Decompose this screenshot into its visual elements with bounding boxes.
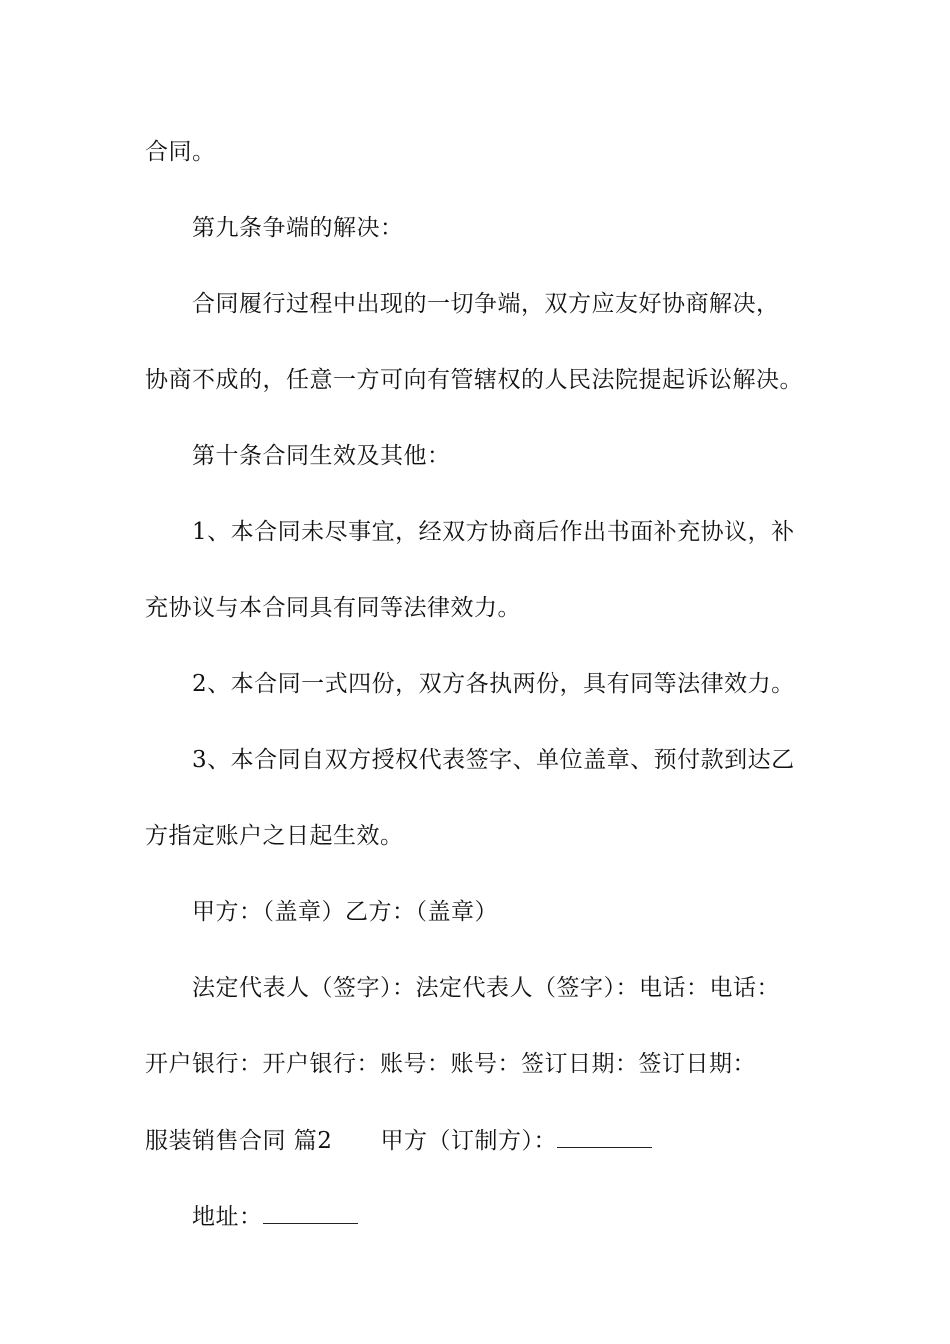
address-blank <box>263 1201 358 1224</box>
address-label: 地址： <box>192 1204 263 1230</box>
contract-2-header <box>145 1125 652 1156</box>
paragraph-line: 合同。 <box>145 139 216 165</box>
paragraph-line: 1、本合同未尽事宜，经双方协商后作出书面补充协议，补 <box>192 519 795 545</box>
paragraph-line: 2、本合同一式四份，双方各执两份，具有同等法律效力。 <box>192 671 795 697</box>
party-a-label: 甲方（订制方）： <box>380 1128 557 1154</box>
paragraph-line: 合同履行过程中出现的一切争端，双方应友好协商解决， <box>192 291 780 317</box>
paragraph-line: 协商不成的，任意一方可向有管辖权的人民法院提起诉讼解决。 <box>145 367 803 393</box>
address-line <box>192 1201 358 1232</box>
paragraph-line: 3、本合同自双方授权代表签字、单位盖章、预付款到达乙 <box>192 747 795 773</box>
signature-line: 甲方：（盖章）乙方：（盖章） <box>192 899 498 925</box>
signature-line: 法定代表人（签字）：法定代表人（签字）：电话：电话： <box>192 975 780 1001</box>
paragraph-line: 充协议与本合同具有同等法律效力。 <box>145 595 521 621</box>
paragraph-line: 方指定账户之日起生效。 <box>145 823 404 849</box>
signature-line: 开户银行：开户银行：账号：账号：签订日期：签订日期： <box>145 1051 756 1077</box>
article-heading: 第九条争端的解决： <box>192 215 404 241</box>
party-a-blank <box>557 1125 652 1148</box>
article-heading: 第十条合同生效及其他： <box>192 443 451 469</box>
contract-title: 服装销售合同 篇2 <box>145 1128 333 1154</box>
